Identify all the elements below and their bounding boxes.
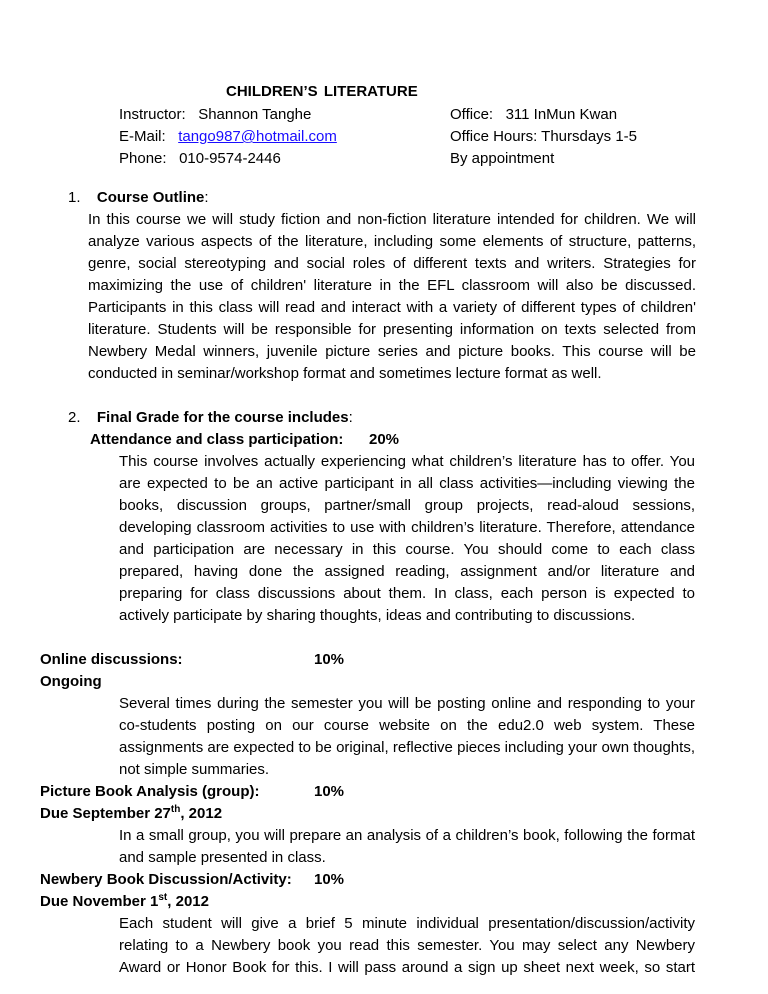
section1-colon: : xyxy=(204,189,209,206)
online-body: Several times during the semester you will be posting online and responding to your co-students posting on our course website on the edu2.0 web system. These assignments are expected to be original, reflective pieces including your own thoughts, not simple summaries. xyxy=(119,695,695,778)
section1-heading xyxy=(68,187,209,209)
office-line xyxy=(450,104,617,126)
picture-book-percent: 10% xyxy=(314,783,345,800)
section1-number: 1. xyxy=(68,189,81,206)
office-hours: Office Hours: Thursdays 1-5 xyxy=(450,128,638,145)
newbery-due xyxy=(40,891,209,913)
appointment-note: By appointment xyxy=(450,150,555,167)
office-location: 311 InMun Kwan xyxy=(505,106,618,123)
phone-label: Phone: xyxy=(119,150,167,167)
section2-heading xyxy=(68,407,353,429)
picture-book-due xyxy=(40,803,222,825)
picture-book-due-date: Due September 27 xyxy=(40,805,171,822)
newbery-percent: 10% xyxy=(314,871,345,888)
email-line xyxy=(119,126,337,148)
course-outline-body: In this course we will study fiction and non-fiction literature intended for children. We will analyze various aspects of the literature, including some elements of structure, patterns, genre, social stereotyping and social roles of different texts and writers. Strategies for maximizing the use of children' literature in the EFL classroom will also be discussed. Participants in this class will read and interact with a variety of different types of children' literature. Students will be responsible for presenting information on texts selected from Newbery Medal winners, juvenile picture series and picture books. This course will be conducted in seminar/workshop format and sometimes lecture format as well. xyxy=(88,211,696,382)
newbery-due-sup: st xyxy=(158,892,168,903)
instructor-name: Shannon Tanghe xyxy=(198,106,312,123)
attendance-percent: 20% xyxy=(369,431,400,448)
picture-book-paragraph xyxy=(119,825,695,869)
phone-line xyxy=(119,148,281,170)
email-label: E-Mail: xyxy=(119,128,166,145)
picture-book-label: Picture Book Analysis (group): xyxy=(40,783,260,800)
newbery-body: Each student will give a brief 5 minute individual presentation/discussion/activity relating to a Newbery book you read this semester. You may select any Newbery Award or Honor Book for this. I will pass around a sign up sheet next week, so start xyxy=(119,915,695,976)
newbery-label: Newbery Book Discussion/Activity: xyxy=(40,871,292,888)
document-title: CHILDREN’S LITERATURE xyxy=(226,83,418,100)
picture-book-body: In a small group, you will prepare an analysis of a children’s book, following the format and sample presented in class. xyxy=(119,827,695,866)
course-outline-paragraph xyxy=(90,209,696,385)
section2-colon: : xyxy=(348,409,353,426)
email-link[interactable]: tango987@hotmail.com xyxy=(178,128,337,145)
newbery-due-date: Due November 1 xyxy=(40,893,159,910)
newbery-paragraph xyxy=(119,913,695,979)
newbery-due-year: , 2012 xyxy=(167,893,209,910)
section2-number: 2. xyxy=(68,409,81,426)
attendance-body: This course involves actually experiencing what children’s literature has to offer. You are expected to be an active participant in all class activities—including viewing the books, discussion groups, partner/small group projects, read-aloud sessions, developing classroom activities to use with children’s literature. Therefore, attendance and participation are necessary in this course. You should come to each class prepared, having done the assigned reading, assignment and/or literature and preparing for class discussions about them. In class, each person is expected to actively participate by sharing thoughts, ideas and contributing to discussions. xyxy=(119,453,695,624)
picture-book-due-sup: th xyxy=(170,804,181,815)
instructor-line xyxy=(119,104,311,126)
online-due: Ongoing xyxy=(40,673,102,690)
instructor-label: Instructor: xyxy=(119,106,186,123)
online-paragraph xyxy=(119,693,695,781)
office-label: Office: xyxy=(450,106,494,123)
attendance-paragraph xyxy=(119,451,695,627)
picture-book-due-year: , 2012 xyxy=(180,805,223,822)
online-label: Online discussions: xyxy=(40,651,183,668)
phone-number: 010-9574-2446 xyxy=(179,150,281,167)
attendance-label: Attendance and class participation: xyxy=(90,431,344,448)
online-percent: 10% xyxy=(314,651,345,668)
section1-title: Course Outline xyxy=(96,189,205,206)
section2-title: Final Grade for the course includes xyxy=(96,409,349,426)
